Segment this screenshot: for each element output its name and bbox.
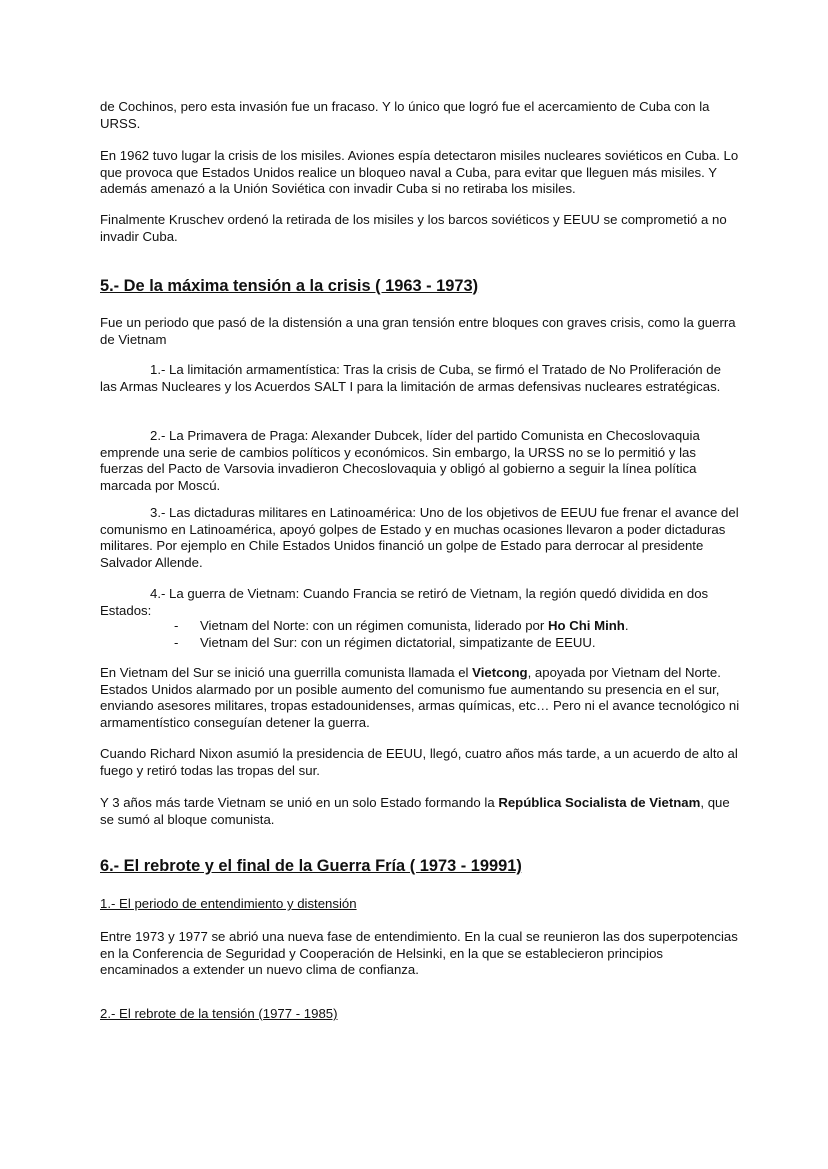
subheading-tension: 2.- El rebrote de la tensión (1977 - 1985)	[100, 1006, 338, 1021]
item-arms-limitation: 1.- La limitación armamentística: Tras la crisis de Cuba, se firmó el Tratado de No Proliferación de las Armas Nucleares y los Acuerdos SALT I para la limitación de armas defensivas nucleares estratégicas.	[100, 362, 721, 394]
paragraph-unification: Y 3 años más tarde Vietnam se unió en un solo Estado formando la República Socialista de Vietnam, que se sumó al bloque comunista.	[100, 795, 730, 827]
vietcong: Vietcong	[472, 665, 528, 680]
paragraph-period-intro: Fue un periodo que pasó de la distensión a una gran tensión entre bloques con graves crisis, como la guerra de Vietnam	[100, 315, 736, 347]
item-latin-america: 3.- Las dictaduras militares en Latinoamérica: Uno de los objetivos de EEUU fue frenar el avance del comunismo en Latinoamérica, apoyó golpes de Estado y en muchas ocasiones llevaron a poder dictaduras militares. Por ejemplo en Chile Estados Unidos financió un golpe de Estado para derrocar al presidente Salvador Allende.	[100, 505, 739, 570]
subheading-detente: 1.- El periodo de entendimiento y distensión	[100, 896, 357, 911]
list-item-north-vietnam: - Vietnam del Norte: con un régimen comunista, liderado por Ho Chi Minh.	[174, 618, 629, 633]
paragraph-helsinki: Entre 1973 y 1977 se abrió una nueva fase de entendimiento. En la cual se reunieron las dos superpotencias en la Conferencia de Seguridad y Cooperación de Helsinki, en la que se establecieron principios encaminados a extender un nuevo clima de confianza.	[100, 929, 738, 978]
paragraph-bay-of-pigs: de Cochinos, pero esta invasión fue un fracaso. Y lo único que logró fue el acercamiento de Cuba con la URSS.	[100, 99, 710, 131]
vietnam-states-list	[100, 618, 740, 651]
socialist-republic: República Socialista de Vietnam	[498, 795, 701, 810]
paragraph-kruschev: Finalmente Kruschev ordenó la retirada de los misiles y los barcos soviéticos y EEUU se comprometió a no invadir Cuba.	[100, 212, 727, 244]
paragraph-vietcong: En Vietnam del Sur se inició una guerrilla comunista llamada el Vietcong, apoyada por Vietnam del Norte. Estados Unidos alarmado por un posible aumento del comunismo fue aumentando su presencia en el sur, enviando asesores militares, tropas estadounidenses, armas químicas, etc… Pero ni el avance tecnológico ni armamentístico conseguían detener la guerra.	[100, 665, 740, 730]
item-prague-spring: 2.- La Primavera de Praga: Alexander Dubcek, líder del partido Comunista en Checoslovaquia emprende una serie de cambios políticos y económicos. Sin embargo, la URSS no se lo permitió y las fuerzas del Pacto de Varsovia invadieron Checoslovaquia y obligó al gobierno a seguir la línea política marcada por Moscú.	[100, 428, 700, 493]
section-heading-5: 5.- De la máxima tensión a la crisis ( 1963 - 1973)	[100, 277, 479, 295]
paragraph-nixon: Cuando Richard Nixon asumió la presidencia de EEUU, llegó, cuatro años más tarde, a un acuerdo de alto al fuego y retiró todas las tropas del sur.	[100, 746, 738, 778]
dash-marker: -	[174, 634, 179, 650]
dash-marker: -	[174, 618, 179, 633]
paragraph-missile-crisis: En 1962 tuvo lugar la crisis de los misiles. Aviones espía detectaron misiles nucleares soviéticos en Cuba. Lo que provoca que Estados Unidos realice un bloqueo naval a Cuba, para evitar que lleguen más misiles. Y además amenazó a la Unión Soviética con invadir Cuba si no retiraba los misiles.	[100, 148, 739, 197]
ho-chi-minh: Ho Chi Minh	[547, 618, 625, 633]
section-heading-6: 6.- El rebrote y el final de la Guerra Fría ( 1973 - 19991)	[100, 857, 522, 875]
item-vietnam-war: 4.- La guerra de Vietnam: Cuando Francia se retiró de Vietnam, la región quedó dividida en dos Estados:	[100, 586, 709, 618]
list-item-south-vietnam: - Vietnam del Sur: con un régimen dictatorial, simpatizante de EEUU.	[174, 634, 596, 650]
